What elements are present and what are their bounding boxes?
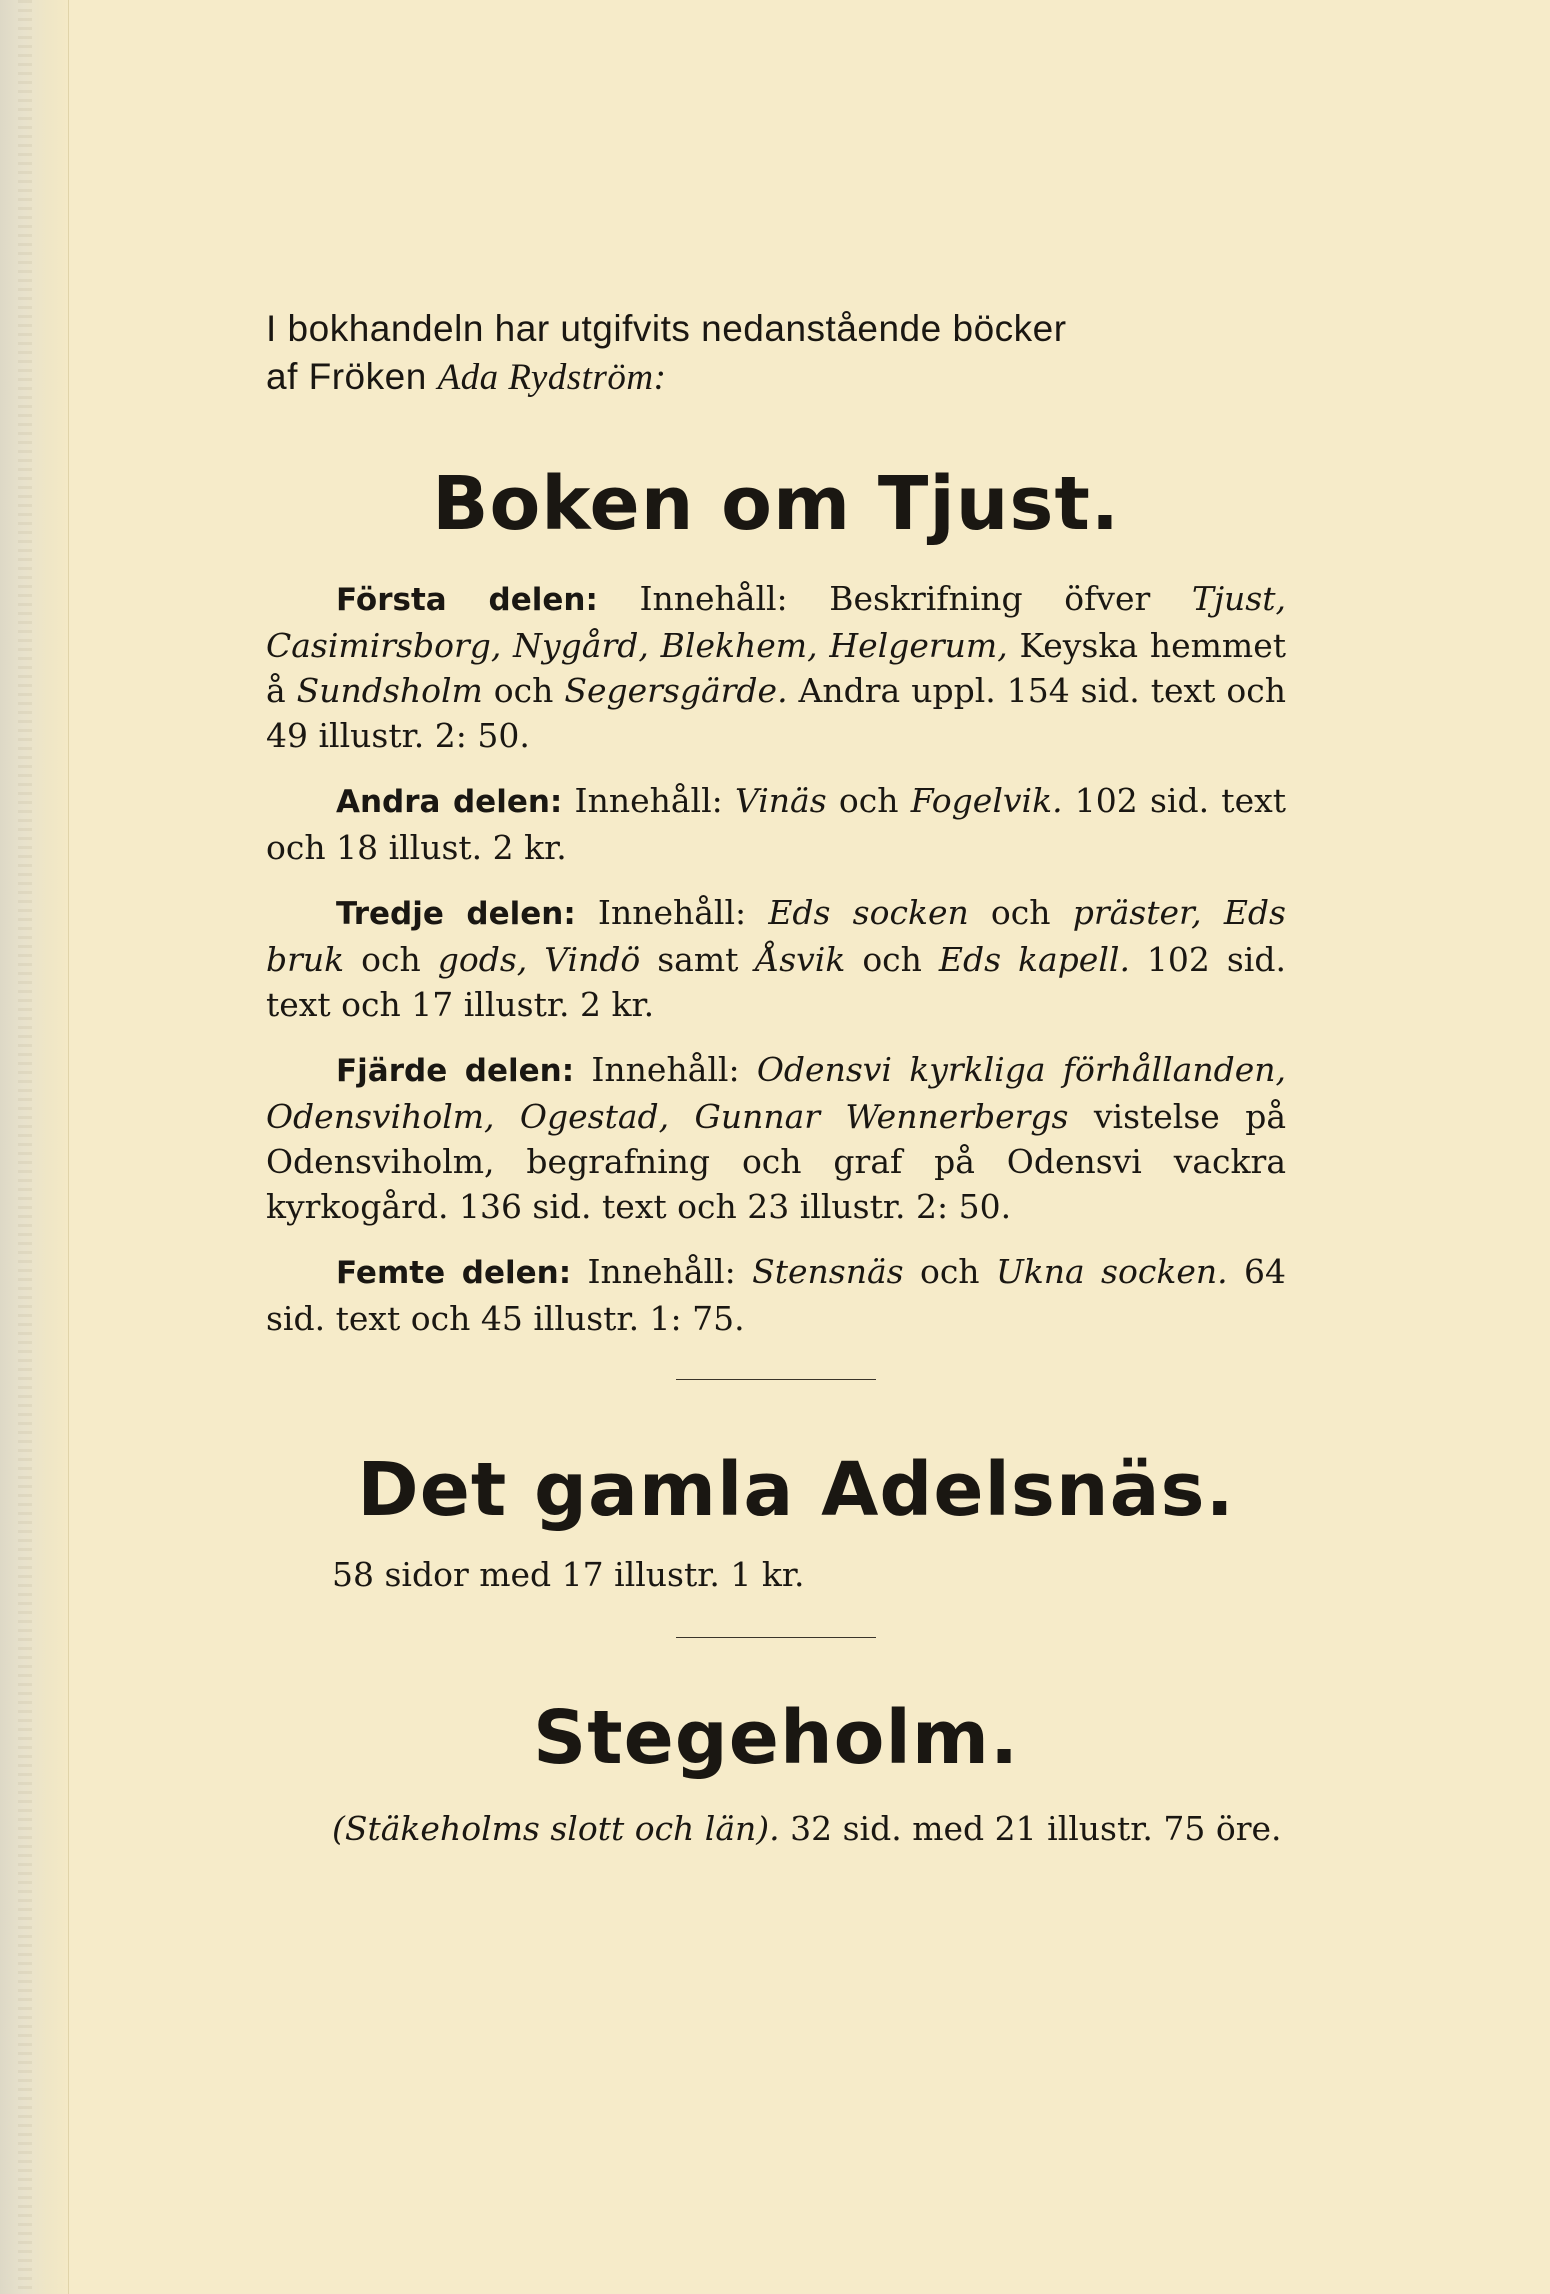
book-part-entry — [266, 576, 1286, 758]
part-text: och — [826, 781, 911, 820]
stegeholm-description — [266, 1806, 1286, 1851]
divider-rule-1 — [676, 1379, 876, 1380]
part-place-names: gods, Vindö — [437, 940, 641, 979]
part-text: 102 sid. text och 17 illustr. 2 kr. — [266, 940, 1286, 1024]
page-content — [266, 305, 1286, 1851]
stegeholm-details: 32 sid. med 21 illustr. 75 öre. — [779, 1809, 1282, 1848]
book-part-entry — [266, 778, 1286, 870]
book-title-stegeholm: Stegeholm. — [532, 1695, 1020, 1781]
part-place-names: Odensvi kyrkliga förhållanden, Odensviholm, Ogestad, Gunnar Wennerbergs — [266, 1050, 1286, 1136]
author-name: Ada Rydström: — [437, 357, 667, 398]
part-text: Innehåll: — [562, 781, 735, 820]
part-label: Första delen: — [336, 582, 598, 618]
book-title-tjust: Boken om Tjust. — [432, 461, 1120, 547]
part-label: Andra delen: — [336, 784, 563, 820]
part-place-names: Sundsholm — [296, 671, 483, 710]
part-text: Innehåll: — [575, 893, 769, 932]
part-label: Tredje delen: — [336, 896, 576, 932]
book-part-entry — [266, 1249, 1286, 1341]
stegeholm-subtitle: (Stäkeholms slott och län). — [332, 1809, 780, 1848]
part-place-names: präster, Eds bruk — [266, 893, 1286, 979]
adelsnas-description: 58 sidor med 17 illustr. 1 kr. — [332, 1555, 805, 1594]
part-place-names: Eds kapell. — [938, 940, 1130, 979]
part-text: och — [968, 893, 1073, 932]
intro-text — [266, 305, 1286, 402]
part-text: Keyska hemmet å — [266, 626, 1286, 710]
part-text: Innehåll: — [571, 1252, 753, 1291]
part-text: och — [482, 671, 565, 710]
book-title-adelsnas: Det gamla Adelsnäs. — [357, 1447, 1235, 1533]
part-text: vistelse på Odensviholm, begrafning och graf på Odensvi vackra kyrkogård. 136 sid. text och 23 illustr. 2: 50. — [266, 1097, 1286, 1226]
part-place-names: Åsvik — [755, 940, 846, 979]
divider-rule-2 — [676, 1637, 876, 1638]
part-text: Andra uppl. 154 sid. text och 49 illustr. 2: 50. — [266, 671, 1286, 755]
part-place-names: Ukna socken. — [995, 1252, 1228, 1291]
part-place-names: Eds socken — [768, 893, 969, 932]
book-part-entry — [266, 890, 1286, 1027]
part-place-names: Vinäs — [734, 781, 827, 820]
part-text: Innehåll: — [574, 1050, 757, 1089]
part-place-names: Tjust, Casimirsborg, Nygård, Blekhem, Helgerum, — [266, 579, 1286, 665]
part-place-names: Segersgärde. — [564, 671, 788, 710]
intro-line-1: I bokhandeln har utgifvits nedanstående böcker — [266, 308, 1067, 349]
part-text: samt — [640, 940, 756, 979]
intro-line-2: af Fröken — [266, 356, 438, 397]
part-label: Femte delen: — [336, 1255, 572, 1291]
book-parts-list — [266, 576, 1286, 1341]
book-part-entry — [266, 1047, 1286, 1229]
part-text: Innehåll: Beskrifning öfver — [597, 579, 1192, 618]
part-text: 64 sid. text och 45 illustr. 1: 75. — [266, 1252, 1286, 1338]
part-place-names: Stensnäs — [752, 1252, 904, 1291]
part-text: och — [344, 940, 438, 979]
book-binding-edge — [0, 0, 69, 2294]
part-text: 102 sid. text och 18 illust. 2 kr. — [266, 781, 1286, 867]
part-label: Fjärde delen: — [336, 1053, 575, 1089]
part-text: och — [903, 1252, 996, 1291]
part-text: och — [845, 940, 939, 979]
part-place-names: Fogelvik. — [910, 781, 1063, 820]
